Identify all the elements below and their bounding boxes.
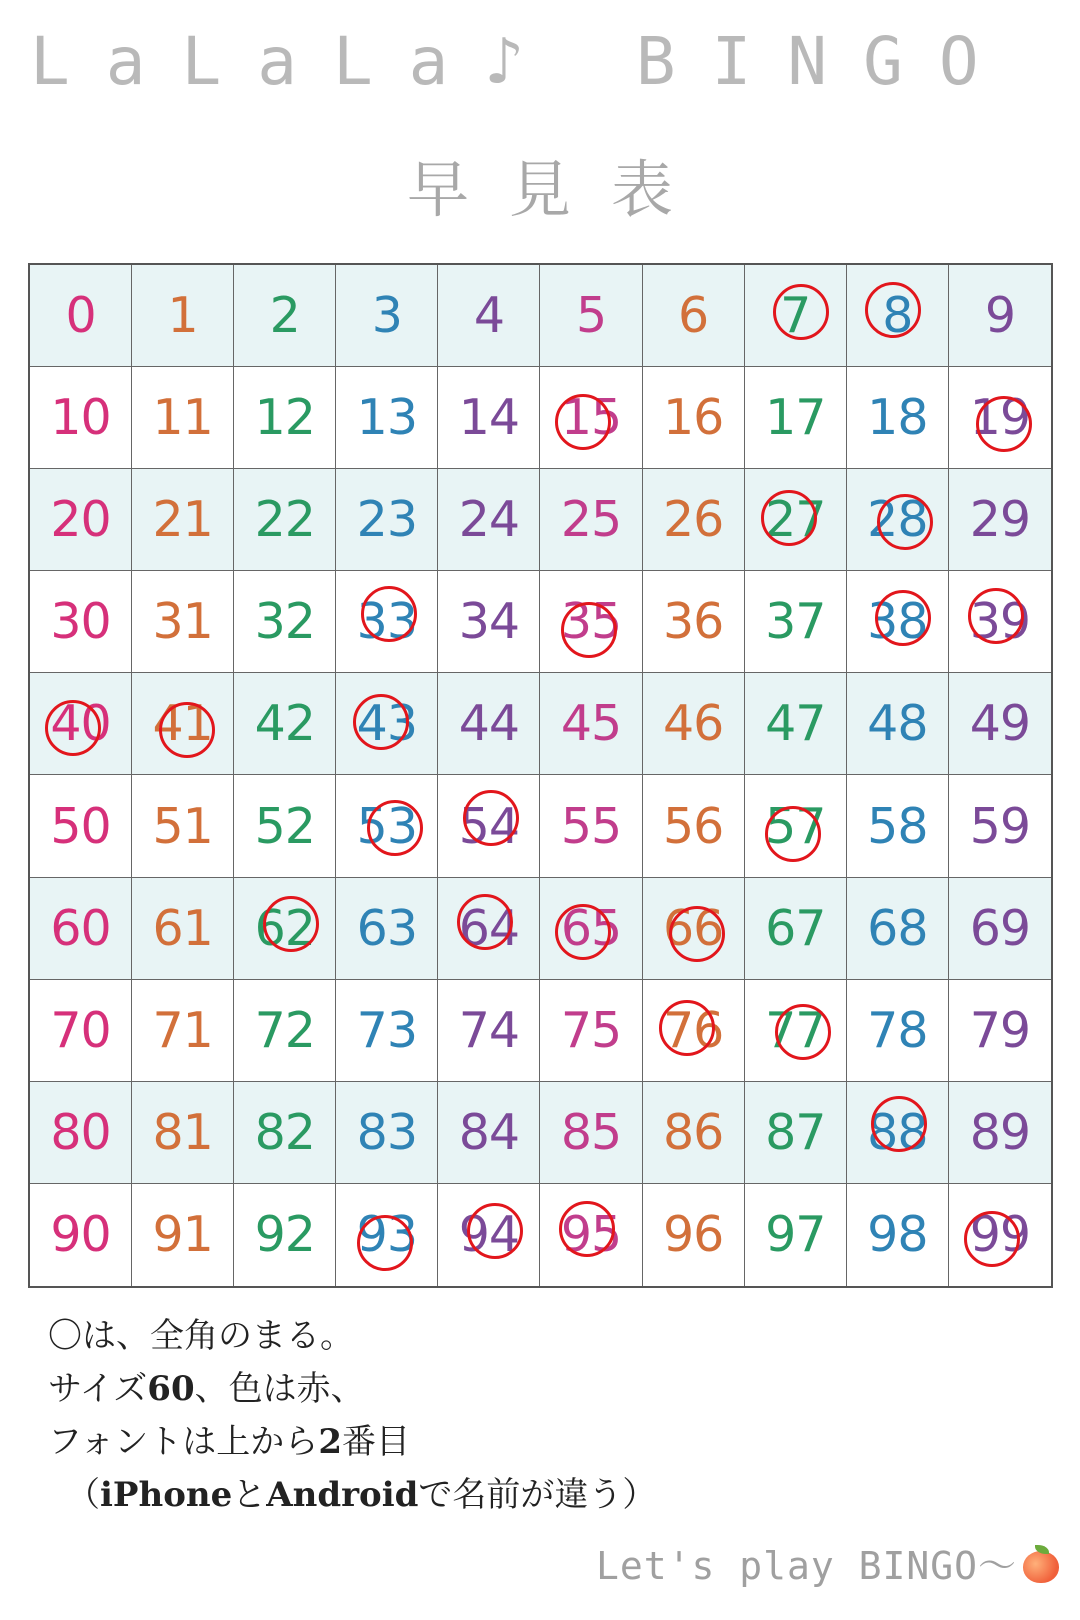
grid-cell	[30, 1082, 132, 1184]
cell-number: 56	[662, 797, 724, 855]
cell-number: 74	[458, 1001, 520, 1059]
cell-number: 44	[458, 695, 520, 753]
cell-number: 86	[662, 1103, 724, 1161]
cell-number: 99	[969, 1206, 1031, 1264]
cell-number: 25	[560, 491, 622, 549]
grid-cell	[949, 265, 1051, 367]
grid-cell	[745, 571, 847, 673]
cell-number: 5	[575, 287, 607, 345]
page-subtitle: 早見表	[406, 153, 713, 226]
cell-number: 90	[50, 1206, 111, 1264]
cell-number: 38	[867, 593, 928, 651]
cell-number: 45	[560, 695, 622, 753]
cell-number: 97	[765, 1206, 826, 1264]
cell-number: 29	[969, 491, 1031, 549]
grid-cell	[643, 1184, 745, 1286]
grid-cell	[234, 878, 336, 980]
cell-number: 47	[765, 695, 826, 753]
cell-number: 10	[50, 389, 111, 447]
cell-number: 30	[50, 593, 111, 651]
note-size-value: 60	[147, 1369, 195, 1409]
cell-number: 48	[867, 695, 928, 753]
grid-cell	[745, 1082, 847, 1184]
grid-cell	[643, 265, 745, 367]
cell-number: 0	[65, 287, 96, 345]
grid-cell	[540, 367, 642, 469]
cell-number: 20	[50, 491, 111, 549]
grid-cell	[336, 571, 438, 673]
cell-number: 26	[662, 491, 724, 549]
grid-cell	[949, 1184, 1051, 1286]
grid-cell	[336, 878, 438, 980]
note-text: と	[232, 1475, 267, 1515]
grid-cell	[847, 367, 949, 469]
cell-number: 84	[458, 1103, 520, 1161]
grid-cell	[540, 673, 642, 775]
grid-cell	[847, 1082, 949, 1184]
note-text: 、色は赤、	[194, 1369, 365, 1409]
grid-cell	[234, 571, 336, 673]
note-android: Android	[266, 1475, 419, 1515]
cell-number: 32	[254, 593, 315, 651]
grid-cell	[30, 980, 132, 1082]
cell-number: 55	[560, 797, 622, 855]
grid-cell	[643, 469, 745, 571]
grid-cell	[336, 367, 438, 469]
cell-number: 72	[254, 1001, 315, 1059]
cell-number: 1	[167, 287, 198, 345]
cell-number: 68	[867, 899, 928, 957]
grid-cell	[643, 673, 745, 775]
cell-number: 59	[969, 797, 1031, 855]
cell-number: 76	[662, 1001, 724, 1059]
grid-cell	[540, 980, 642, 1082]
cell-number: 15	[560, 389, 622, 447]
grid-cell	[438, 571, 540, 673]
grid-cell	[949, 571, 1051, 673]
cell-number: 35	[560, 593, 622, 651]
grid-cell	[234, 265, 336, 367]
grid-cell	[132, 469, 234, 571]
grid-cell	[336, 1184, 438, 1286]
note-text: で名前が違う）	[418, 1475, 657, 1515]
cell-number: 94	[458, 1206, 520, 1264]
note-line-3	[48, 1416, 656, 1469]
grid-cell	[438, 367, 540, 469]
cell-number: 39	[969, 593, 1031, 651]
cell-number: 85	[560, 1103, 622, 1161]
grid-cell	[132, 1082, 234, 1184]
cell-number: 12	[254, 389, 315, 447]
cell-number: 21	[152, 491, 213, 549]
cell-number: 83	[356, 1103, 418, 1161]
grid-cell	[949, 673, 1051, 775]
grid-cell	[745, 469, 847, 571]
cell-number: 24	[458, 491, 520, 549]
cell-number: 2	[269, 287, 300, 345]
peach-icon	[1021, 1545, 1061, 1585]
cell-number: 81	[152, 1103, 213, 1161]
grid-cell	[438, 469, 540, 571]
cell-number: 69	[969, 899, 1031, 957]
grid-cell	[949, 367, 1051, 469]
cell-number: 71	[152, 1001, 213, 1059]
cell-number: 37	[765, 593, 826, 651]
grid-cell	[540, 265, 642, 367]
grid-cell	[336, 775, 438, 877]
grid-cell	[30, 469, 132, 571]
grid-cell	[847, 980, 949, 1082]
cell-number: 17	[765, 389, 826, 447]
note-font-index: 2	[318, 1422, 342, 1462]
note-line-2	[48, 1363, 656, 1416]
grid-cell	[234, 1184, 336, 1286]
grid-cell	[132, 571, 234, 673]
grid-cell	[949, 1082, 1051, 1184]
cell-number: 63	[356, 899, 418, 957]
cell-number: 13	[356, 389, 418, 447]
cell-number: 93	[356, 1206, 418, 1264]
cell-number: 61	[152, 899, 213, 957]
cell-number: 88	[867, 1103, 928, 1161]
footer-text: Let's play BINGO〜	[596, 1544, 1018, 1588]
grid-cell	[847, 571, 949, 673]
cell-number: 54	[458, 797, 520, 855]
grid-cell	[438, 775, 540, 877]
grid-cell	[336, 980, 438, 1082]
grid-cell	[847, 878, 949, 980]
grid-cell	[745, 673, 847, 775]
cell-number: 7	[780, 287, 811, 345]
grid-cell	[745, 367, 847, 469]
note-line-4	[66, 1469, 656, 1522]
grid-cell	[30, 367, 132, 469]
grid-cell	[132, 673, 234, 775]
grid-cell	[949, 980, 1051, 1082]
cell-number: 91	[152, 1206, 213, 1264]
cell-number: 6	[678, 287, 709, 345]
cell-number: 51	[152, 797, 213, 855]
grid-cell	[336, 265, 438, 367]
bingo-number-grid	[28, 263, 1053, 1288]
cell-number: 49	[969, 695, 1031, 753]
cell-number: 77	[765, 1001, 826, 1059]
cell-number: 4	[473, 287, 505, 345]
cell-number: 80	[50, 1103, 111, 1161]
grid-cell	[643, 980, 745, 1082]
cell-number: 89	[969, 1103, 1031, 1161]
cell-number: 41	[152, 695, 213, 753]
cell-number: 78	[867, 1001, 928, 1059]
cell-number: 98	[867, 1206, 928, 1264]
grid-cell	[30, 571, 132, 673]
grid-cell	[336, 673, 438, 775]
grid-cell	[30, 265, 132, 367]
cell-number: 62	[254, 899, 315, 957]
grid-cell	[132, 878, 234, 980]
grid-cell	[949, 878, 1051, 980]
note-text: 〇は、全角のまる。	[48, 1316, 354, 1356]
note-text: 番目	[341, 1422, 410, 1462]
cell-number: 92	[254, 1206, 315, 1264]
grid-cell	[438, 1082, 540, 1184]
grid-cell	[745, 775, 847, 877]
note-text: フォントは上から	[48, 1422, 319, 1462]
grid-cell	[438, 1184, 540, 1286]
cell-number: 64	[458, 899, 520, 957]
note-text: （	[66, 1475, 100, 1515]
grid-cell	[847, 265, 949, 367]
grid-cell	[540, 1184, 642, 1286]
grid-cell	[540, 571, 642, 673]
grid-cell	[745, 878, 847, 980]
note-line-1	[48, 1310, 656, 1363]
grid-cell	[540, 469, 642, 571]
grid-cell	[643, 367, 745, 469]
grid-cell	[847, 1184, 949, 1286]
grid-cell	[540, 1082, 642, 1184]
cell-number: 8	[882, 287, 913, 345]
footer-tagline	[596, 1535, 1061, 1590]
note-text: サイズ	[48, 1369, 148, 1409]
grid-cell	[643, 571, 745, 673]
grid-cell	[234, 1082, 336, 1184]
grid-cell	[643, 775, 745, 877]
cell-number: 95	[560, 1206, 622, 1264]
cell-number: 3	[371, 287, 402, 345]
cell-number: 82	[254, 1103, 315, 1161]
cell-number: 66	[662, 899, 724, 957]
cell-number: 57	[765, 797, 826, 855]
cell-number: 34	[458, 593, 520, 651]
cell-number: 23	[356, 491, 418, 549]
grid-cell	[30, 1184, 132, 1286]
grid-cell	[949, 469, 1051, 571]
app-title: LaLaLa♪ BINGO	[30, 23, 1015, 100]
grid-cell	[438, 673, 540, 775]
cell-number: 31	[152, 593, 213, 651]
cell-number: 52	[254, 797, 315, 855]
cell-number: 18	[867, 389, 928, 447]
cell-number: 27	[765, 491, 826, 549]
grid-cell	[234, 367, 336, 469]
cell-number: 36	[662, 593, 724, 651]
grid-cell	[132, 265, 234, 367]
cell-number: 96	[662, 1206, 724, 1264]
grid-cell	[847, 673, 949, 775]
cell-number: 50	[50, 797, 111, 855]
grid-cell	[745, 1184, 847, 1286]
cell-number: 75	[560, 1001, 622, 1059]
cell-number: 58	[867, 797, 928, 855]
instruction-notes	[48, 1310, 656, 1522]
grid-cell	[336, 469, 438, 571]
cell-number: 79	[969, 1001, 1031, 1059]
cell-number: 40	[50, 695, 111, 753]
cell-number: 67	[765, 899, 826, 957]
cell-number: 70	[50, 1001, 111, 1059]
grid-cell	[132, 1184, 234, 1286]
grid-cell	[438, 980, 540, 1082]
cell-number: 28	[867, 491, 928, 549]
cell-number: 73	[356, 1001, 418, 1059]
cell-number: 14	[458, 389, 520, 447]
cell-number: 9	[984, 287, 1016, 345]
grid-cell	[234, 469, 336, 571]
grid-cell	[234, 673, 336, 775]
grid-cell	[438, 878, 540, 980]
note-iphone: iPhone	[100, 1475, 233, 1515]
grid-cell	[30, 878, 132, 980]
grid-cell	[336, 1082, 438, 1184]
grid-cell	[234, 775, 336, 877]
grid-cell	[745, 265, 847, 367]
cell-number: 65	[560, 899, 622, 957]
cell-number: 19	[969, 389, 1031, 447]
grid-cell	[132, 775, 234, 877]
grid-cell	[30, 775, 132, 877]
cell-number: 11	[152, 389, 213, 447]
grid-cell	[847, 775, 949, 877]
cell-number: 42	[254, 695, 315, 753]
grid-cell	[847, 469, 949, 571]
grid-cell	[643, 1082, 745, 1184]
cell-number: 22	[254, 491, 315, 549]
cell-number: 53	[356, 797, 418, 855]
cell-number: 16	[662, 389, 724, 447]
grid-cell	[438, 265, 540, 367]
grid-cell	[30, 673, 132, 775]
grid-cell	[132, 367, 234, 469]
cell-number: 43	[356, 695, 418, 753]
grid-cell	[234, 980, 336, 1082]
grid-cell	[745, 980, 847, 1082]
grid-cell	[540, 878, 642, 980]
grid-cell	[132, 980, 234, 1082]
grid-cell	[643, 878, 745, 980]
grid-cell	[540, 775, 642, 877]
cell-number: 33	[356, 593, 418, 651]
grid-cell	[949, 775, 1051, 877]
cell-number: 46	[662, 695, 724, 753]
cell-number: 87	[765, 1103, 826, 1161]
cell-number: 60	[50, 899, 111, 957]
